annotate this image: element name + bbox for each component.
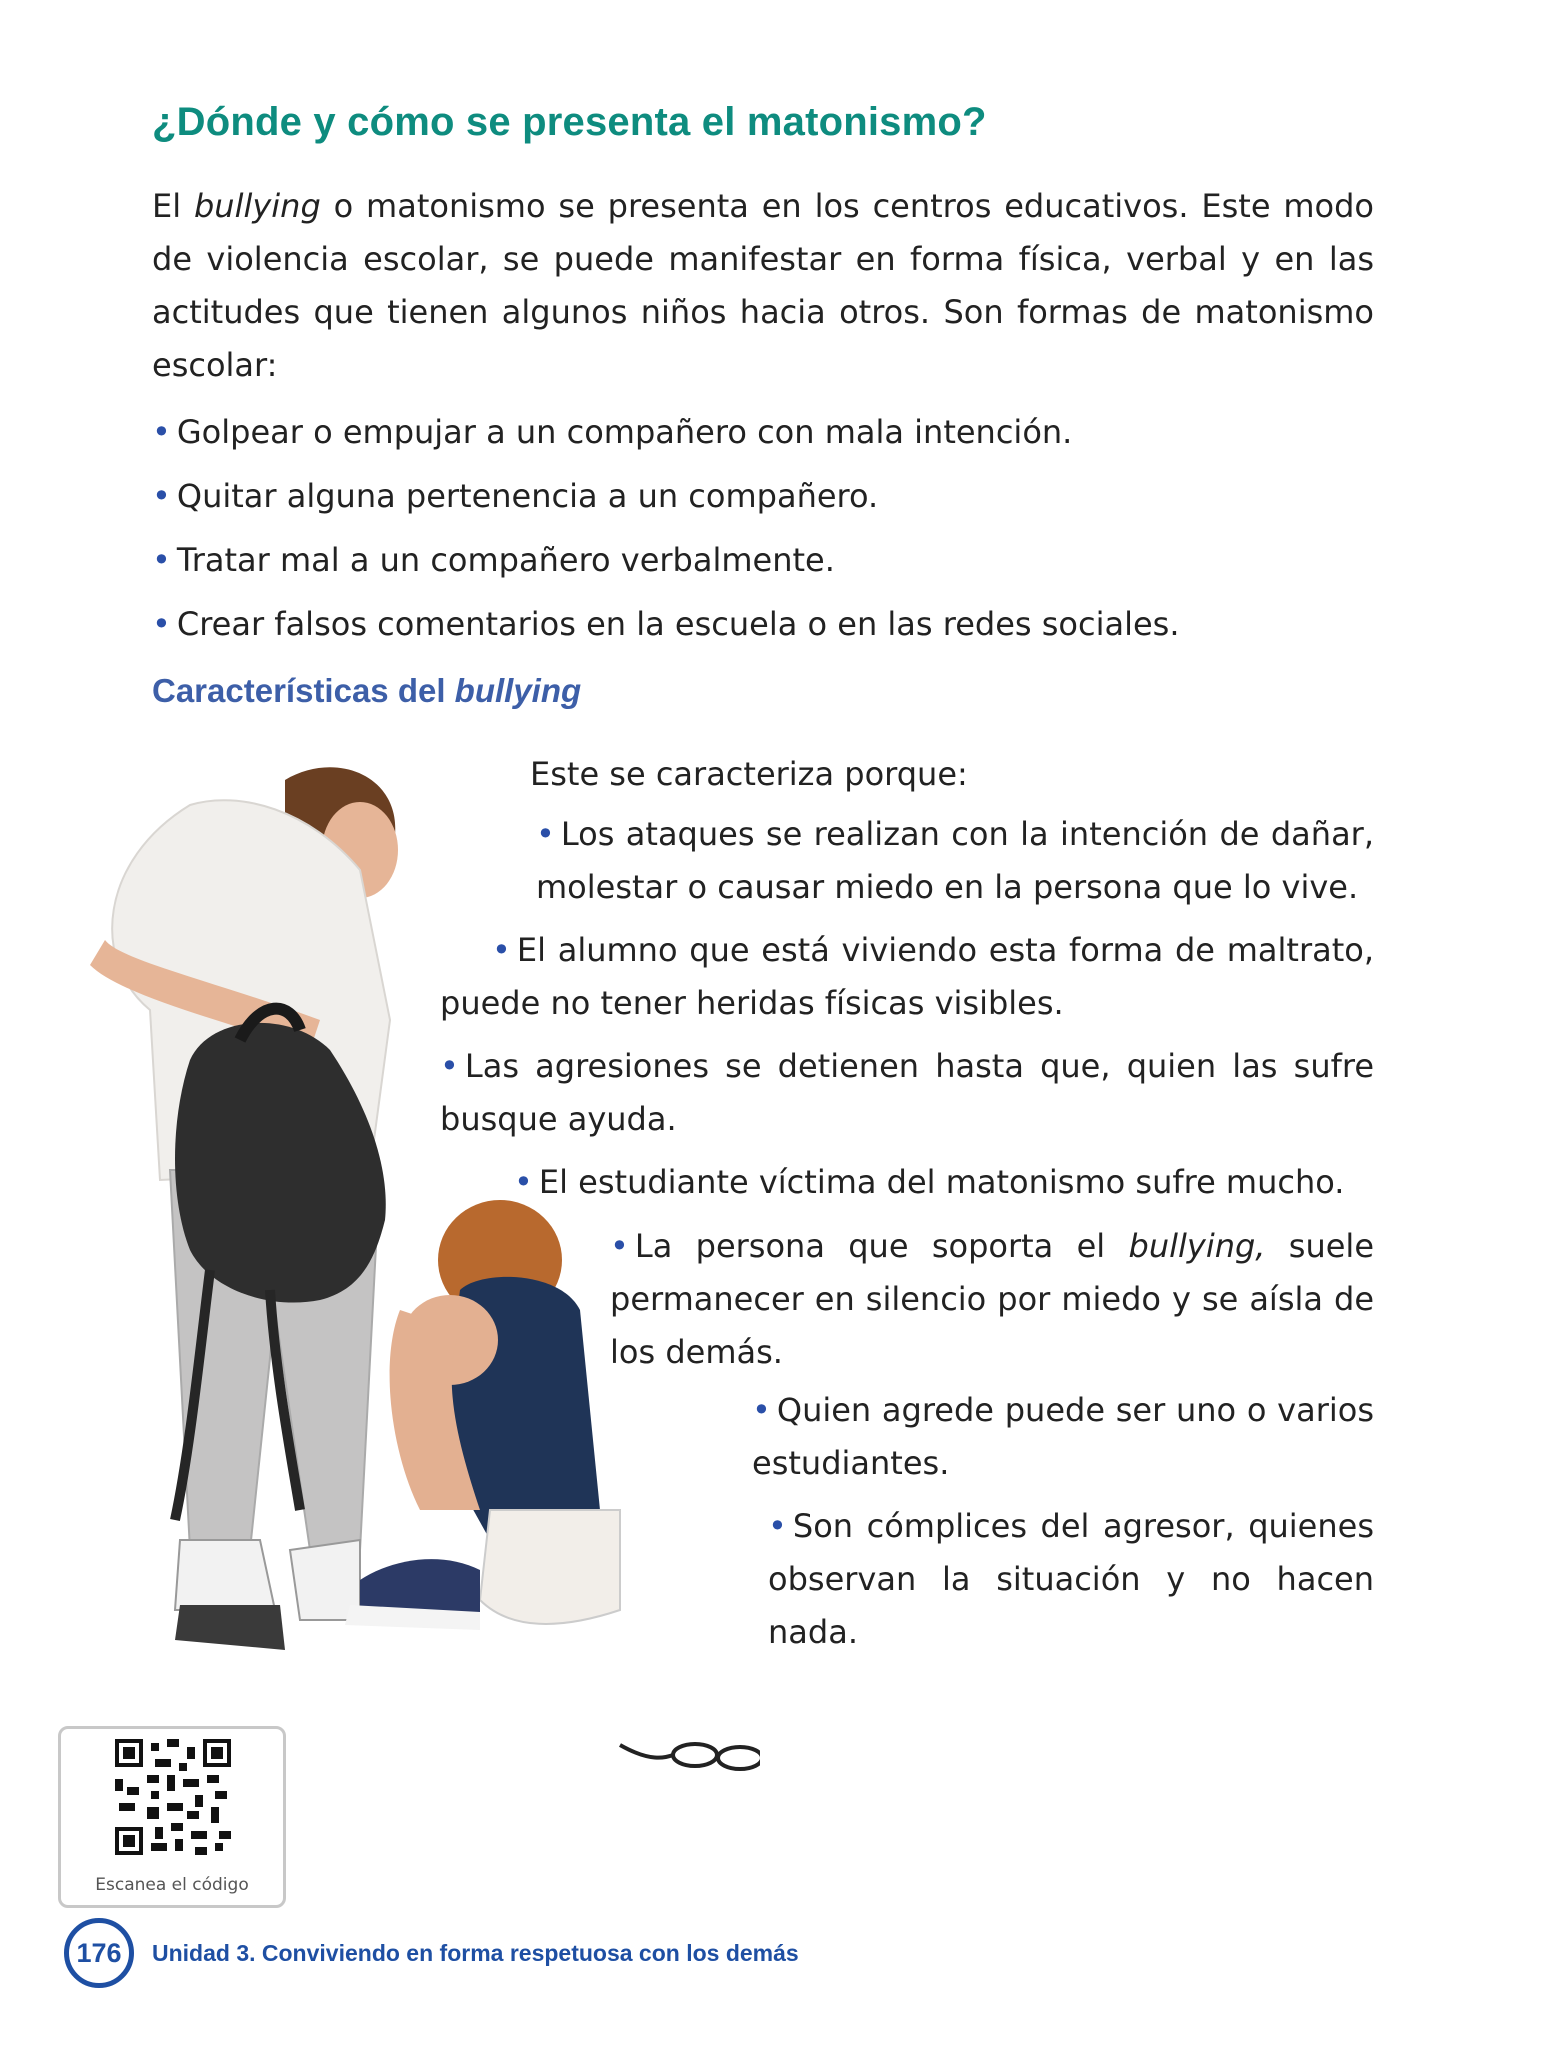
qr-code-icon — [115, 1739, 231, 1855]
footer-unit-title: Unidad 3. Conviviendo en forma respetuosa con los demás — [152, 1940, 799, 1966]
bullet-icon: • — [610, 1227, 629, 1265]
bullet-icon: • — [752, 1391, 771, 1429]
subsection-heading: Características del bullying — [152, 672, 582, 709]
list-item: • Tratar mal a un compañero verbalmente. — [152, 541, 835, 579]
characteristic-item: • La persona que soporta el bullying, suele permanecer en silencio por miedo y se aísla de los demás. — [610, 1227, 1375, 1371]
bullet-icon: • — [152, 541, 171, 579]
characteristic-item: • El estudiante víctima del matonismo sufre mucho. — [514, 1163, 1345, 1201]
younger-boy-figure — [345, 1200, 620, 1630]
bullet-icon: • — [152, 413, 171, 451]
characteristic-item: • El alumno que está viviendo esta forma de maltrato, puede no tener heridas físicas visibles. — [440, 931, 1374, 1022]
glasses-figure — [620, 1744, 760, 1769]
bullet-icon: • — [514, 1163, 533, 1201]
bullet-icon: • — [440, 1047, 459, 1085]
section-heading: ¿Dónde y cómo se presenta el matonismo? — [152, 100, 987, 144]
list-item: • Quitar alguna pertenencia a un compañero. — [152, 477, 879, 515]
page-number: 176 — [64, 1918, 134, 1988]
characteristic-item: • Las agresiones se detienen hasta que, quien las sufre busque ayuda. — [440, 1047, 1374, 1138]
qr-code-box[interactable] — [58, 1726, 286, 1908]
characteristic-item: • Quien agrede puede ser uno o varios estudiantes. — [752, 1391, 1374, 1482]
list-item: • Golpear o empujar a un compañero con mala intención. — [152, 413, 1073, 451]
characteristics-lead: Este se caracteriza porque: — [530, 755, 968, 793]
bullet-icon: • — [152, 605, 171, 643]
characteristic-item: • Los ataques se realizan con la intención de dañar, molestar o causar miedo en la persona que lo vive. — [536, 815, 1374, 906]
intro-paragraph: El bullying o matonismo se presenta en los centros educativos. Este modo de violencia escolar, se puede manifestar en forma física, verbal y en las actitudes que tienen algunos niños hacia otros. Son formas de matonismo escolar: — [152, 187, 1375, 384]
bullet-icon: • — [152, 477, 171, 515]
bullying-forms-list — [152, 400, 1179, 656]
bullet-icon: • — [492, 931, 511, 969]
characteristic-item: • Son cómplices del agresor, quienes observan la situación y no hacen nada. — [768, 1507, 1374, 1651]
qr-caption: Escanea el código — [95, 1875, 249, 1895]
bullet-icon: • — [536, 815, 555, 853]
list-item: • Crear falsos comentarios en la escuela o en las redes sociales. — [152, 605, 1180, 643]
bullet-icon: • — [768, 1507, 787, 1545]
